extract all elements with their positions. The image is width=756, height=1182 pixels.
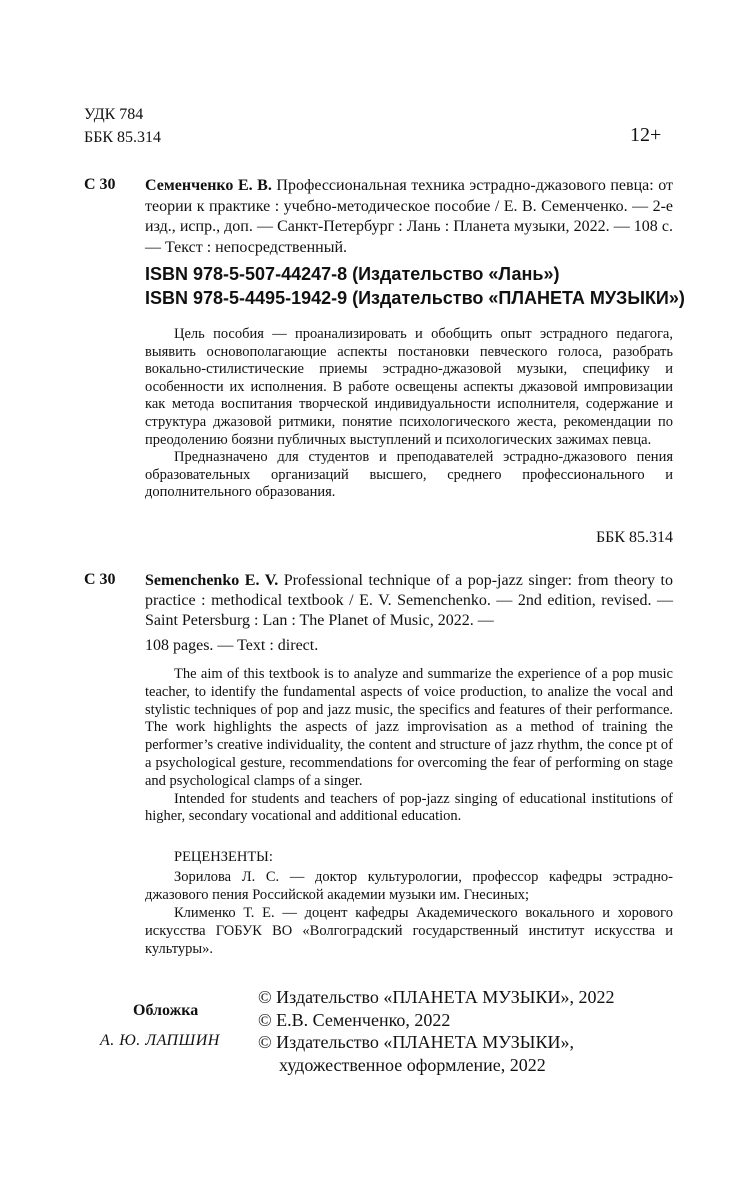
copyright-line: © Е.В. Семенченко, 2022 [258,1009,451,1030]
copyright-line: © Издательство «ПЛАНЕТА МУЗЫКИ», [258,1032,574,1052]
reviewer-item: Клименко Т. Е. — доцент кафедры Академического вокального и хорового искусства ГОБУК ВО «Волгоградский государственный институт искусства и культуры». [145,905,673,957]
bbk-code-right: ББК 85.314 [595,529,673,546]
cover-artist: А. Ю. ЛАПШИН [100,1032,220,1049]
author-mark-ru: С 30 [84,176,116,193]
bibliographic-entry-en [145,571,673,656]
age-rating: 12+ [630,124,662,146]
entry-pages-en: 108 pages. — Text : direct. [145,637,319,654]
entry-description-ru: Профессиональная техника эстрадно-джазового певца: от теории к практике : учебно-методическое пособие / Е. В. Семенченко. — 2-е изд., испр., доп. — Санкт-Петербург : Лань : Планета музыки, 2022. — 108 с. — Текст : непосредственный. [145,177,674,256]
isbn-block [145,262,685,310]
bibliographic-entry-ru [145,176,673,258]
abstract-en-paragraph: Intended for students and teachers of pop-jazz singing of educational institutions of higher, secondary vocational and additional education. [145,790,673,825]
abstract-en [145,666,673,826]
abstract-ru-paragraph: Цель пособия — проанализировать и обобщить опыт эстрадного педагога, выявить основополагающие аспекты постановки певческого голоса, разобрать вокально-стилистические приемы эстрадно-джазовой музыки, специфику и особенности их исполнения. В работе освещены аспекты джазовой импровизации как метода воспитания творческой индивидуальности исполнителя, содержание и структура джазовой ритмики, понятие психологического жеста, рекомендации по преодолению боязни публичных выступлений и психологических зажимах певца. [145,326,673,448]
author-mark-en: С 30 [84,571,116,588]
abstract-ru [145,326,673,502]
abstract-en-paragraph: The aim of this textbook is to analyze and summarize the experience of a pop music teacher, to identify the fundamental aspects of voice production, to analize the vocal and stylistic techniques of pop and jazz music, the specifics and features of their performance. The work highlights the aspects of jazz improvisation as a method of training the performer’s creative individuality, the content and structure of jazz rhythm, the conce pt of a psychological gesture, recommendations for overcoming the fear of performing on stage and psychological clamps of a singer. [145,666,673,789]
copyright-block [258,986,614,1076]
author-name-ru: Семенченко Е. В. [145,177,272,194]
bbk-code: ББК 85.314 [84,129,162,146]
copyright-line: © Издательство «ПЛАНЕТА МУЗЫКИ», 2022 [258,987,615,1007]
cover-label: Обложка [133,1002,199,1019]
entry-description-en: Professional technique of a pop-jazz singer: from theory to practice : methodical textbook / E. V. Semenchenko. — 2nd edition, revised. — Saint Petersburg : Lan : The Planet of Music, 2022. — [145,572,673,629]
copyright-line: художественное оформление, 2022 [279,1054,546,1075]
reviewer-item: Зорилова Л. С. — доктор культурологии, профессор кафедры эстрадно-джазового пения Российской академии музыки им. Гнесиных; [145,869,673,903]
author-name-en: Semenchenko E. V. [145,572,279,589]
reviewers-block [145,848,673,958]
isbn-lan: ISBN 978-5-507-44247-8 (Издательство «Лань») [145,264,560,284]
reviewers-heading: РЕЦЕНЗЕНТЫ: [174,849,273,865]
abstract-ru-paragraph: Предназначено для студентов и преподавателей эстрадно-джазового пения образовательных организаций высшего, среднего профессионального и дополнительного образования. [145,449,673,501]
udk-code: УДК 784 [84,106,144,123]
isbn-planet-of-music: ISBN 978-5-4495-1942-9 (Издательство «ПЛАНЕТА МУЗЫКИ») [145,288,685,308]
